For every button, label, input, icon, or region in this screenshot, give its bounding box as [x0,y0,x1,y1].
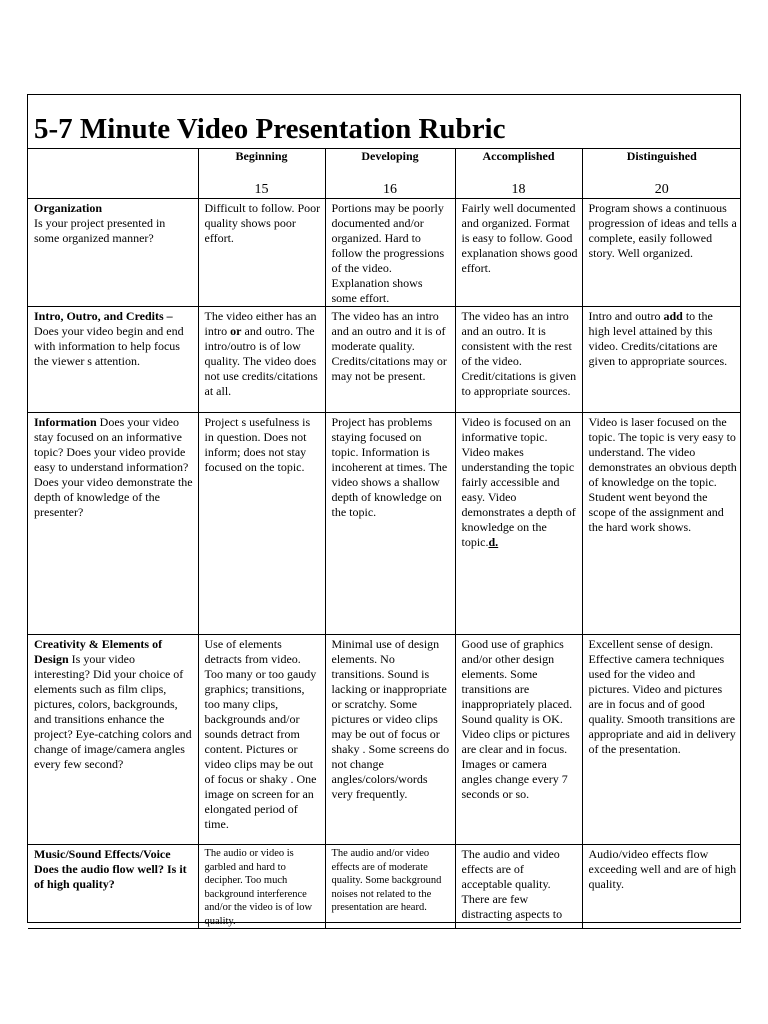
header-row [28,149,741,199]
criterion-name: Creativity & Elements of Design [34,637,163,666]
criterion-row-information [28,413,741,635]
descriptor-emphasis: d. [488,535,499,549]
descriptor-accomplished: Fairly well documented and organized. Format is easy to follow. Good explanation shows good effort. [455,199,582,307]
title-row [28,95,740,149]
level-name: Accomplished [482,149,555,163]
descriptor-text: Intro and outro [588,309,664,323]
descriptor-beginning: Use of elements detracts from video. Too many or too gaudy graphics; transitions, too many clips, backgrounds and/or sounds detract from content. Pictures or video clips may be out of focus or shaky . One image on screen for an elongated period of time. [198,635,325,845]
descriptor-text: and outro. The intro/outro is of low quality. The video does not use credits/citations at all. [204,324,318,398]
descriptor-distinguished [582,307,741,413]
criterion-question: Does the audio flow well? Is it of high quality? [34,862,187,891]
level-header-beginning [198,149,325,199]
criterion-row-music-sound [28,845,741,929]
descriptor-accomplished: The video has an intro and an outro. It is consistent with the rest of the video. Credit/citations is given to appropriate sources. [455,307,582,413]
criterion-row-organization [28,199,741,307]
level-score: 16 [383,182,397,197]
descriptor-developing: The audio and/or video effects are of moderate quality. Some background noises not related to the presentation are heard. [325,845,455,929]
descriptor-developing: Minimal use of design elements. No transitions. Sound is lacking or inappropriate or scratchy. Some pictures or video clips may be out of focus or shaky . Some screens do not change angles/colors/words very frequently. [325,635,455,845]
descriptor-emphasis: add [663,309,683,323]
criterion-cell [28,307,198,413]
level-score: 20 [654,182,669,197]
descriptor-accomplished: Good use of graphics and/or other design elements. Some transitions are inappropriately placed. Sound quality is OK. Video clips or pictures are clear and in focus. Images or camera angles change every 7 seconds or so. [455,635,582,845]
descriptor-beginning: Project s usefulness is in question. Does not inform; does not stay focused on the topic. [198,413,325,635]
page-title: 5-7 Minute Video Presentation Rubric [34,113,506,145]
descriptor-accomplished: The audio and video effects are of acceptable quality. There are few distracting aspects to [455,845,582,929]
level-header-distinguished [582,149,741,199]
criterion-name: Music/Sound Effects/Voice [34,847,171,861]
level-score: 18 [511,182,526,197]
header-empty-cell [28,149,198,199]
criterion-question: Is your video interesting? Did your choice of elements such as film clips, pictures, colors, backgrounds, and transitions enhance the project? Eye-catching colors and change of image/camera angles every few second? [34,652,192,771]
descriptor-beginning [198,307,325,413]
level-header-developing [325,149,455,199]
descriptor-developing: Project has problems staying focused on topic. Information is incoherent at times. The video shows a shallow depth of knowledge on the topic. [325,413,455,635]
criterion-cell [28,199,198,307]
criterion-cell [28,845,198,929]
descriptor-distinguished: Audio/video effects flow exceeding well and are of high quality. [582,845,741,929]
criterion-name: Intro, Outro, and Credits – [34,309,173,323]
level-name: Distinguished [626,149,697,163]
descriptor-beginning: The audio or video is garbled and hard to decipher. Too much background interference and/or the video is of low quality. [198,845,325,929]
descriptor-emphasis: or [230,324,242,338]
criterion-name: Organization [34,201,102,215]
descriptor-distinguished: Excellent sense of design. Effective camera techniques used for the video and pictures. Video and pictures are in focus and of good quality. Smooth transitions are appropriate and aid in delivery of the presentation. [582,635,741,845]
descriptor-text: Video is focused on an informative topic. Video makes understanding the topic fairly accessible and easy. Video demonstrates a depth of knowledge on the topic. [461,415,576,549]
rubric-table [28,149,741,929]
criterion-question: Does your video begin and end with information to help focus the viewer s attention. [34,324,184,368]
descriptor-beginning: Difficult to follow. Poor quality shows poor effort. [198,199,325,307]
descriptor-distinguished: Video is laser focused on the topic. The topic is very easy to understand. The video demonstrates an obvious depth of knowledge on the topic. Student went beyond the scope of the assignment and the hard work shows. [582,413,741,635]
level-score: 15 [254,182,269,197]
criterion-cell [28,413,198,635]
criterion-name: Information [34,415,97,429]
descriptor-distinguished: Program shows a continuous progression of ideas and tells a complete, easily followed story. Well organized. [582,199,741,307]
descriptor-text: to the high level attained by this video. Credits/citations are given to appropriate sources. [588,309,728,368]
descriptor-text: The video either has an intro [204,309,317,338]
criterion-question: Does your video stay focused on an informative topic? Does your video provide easy to understand information? Does your video demonstrate the depth of knowledge of the presenter? [34,415,193,519]
criterion-question: Is your project presented in some organized manner? [34,216,166,245]
criterion-cell [28,635,198,845]
descriptor-accomplished [455,413,582,635]
criterion-row-intro-outro-credits [28,307,741,413]
level-name: Developing [361,149,419,163]
descriptor-developing: The video has an intro and an outro and it is of moderate quality. Credits/citations may or may not be present. [325,307,455,413]
criterion-row-creativity-design [28,635,741,845]
level-header-accomplished [455,149,582,199]
descriptor-developing: Portions may be poorly documented and/or organized. Hard to follow the progressions of the video. Explanation shows some effort. [325,199,455,307]
level-name: Beginning [235,149,288,163]
rubric-document [27,94,741,927]
